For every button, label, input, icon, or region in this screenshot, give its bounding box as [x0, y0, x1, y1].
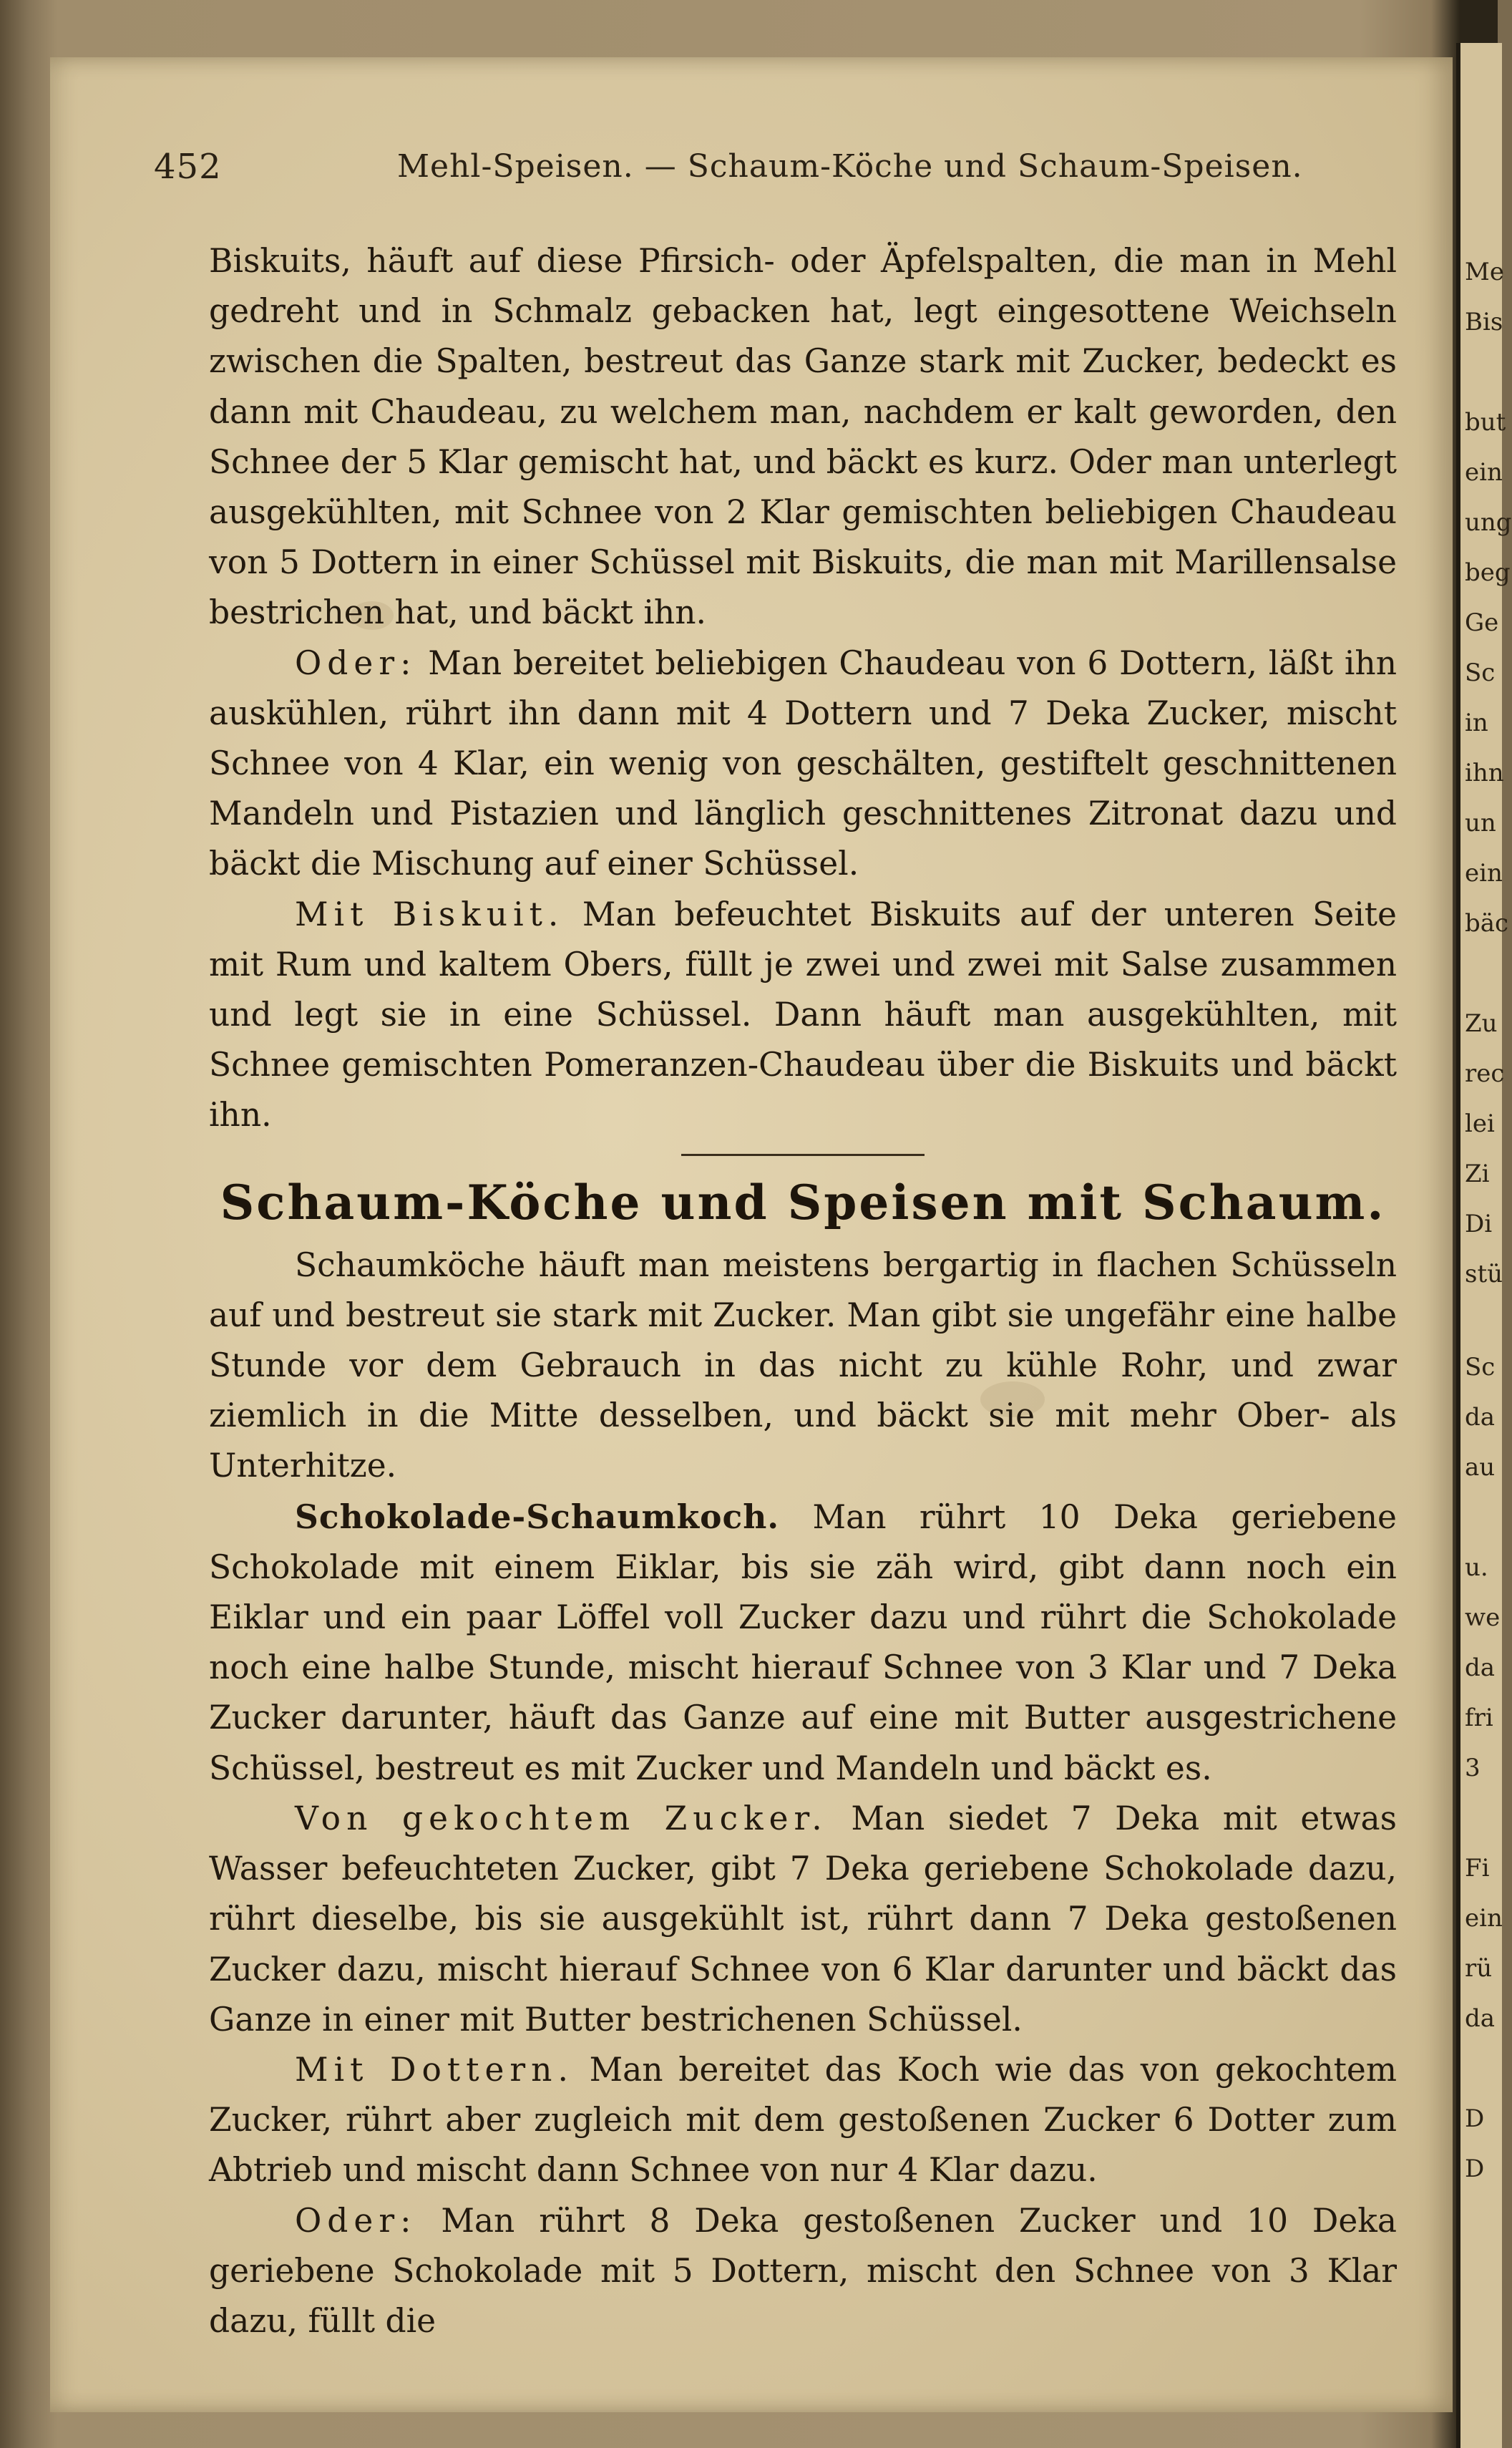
recipe-body: Man rührt 10 Deka geriebene Schokolade mit einem Eiklar, bis sie zäh wird, gibt dann noch ein Eiklar und ein paar Löffel voll Zucker dazu und rührt die Schokolade noch eine halbe Stunde, mischt hierauf Schnee von 3 Klar und 7 Deka Zucker darunter, häuft das Ganze auf eine mit Butter ausgestrichene Schüssel, bestreut es mit Zucker und Mandeln und bäckt es.: [209, 1497, 1397, 1787]
recipe-title: Von gekochtem Zucker.: [295, 1799, 828, 1837]
paragraph: [209, 638, 1397, 890]
next-page-fragment: rü: [1465, 1954, 1493, 1983]
next-page-fragment: da: [1465, 1403, 1496, 1432]
next-page-fragment: un: [1465, 809, 1496, 837]
next-page-fragment: Fi: [1465, 1854, 1490, 1883]
next-page-fragment: Zi: [1465, 1160, 1490, 1188]
recipe-title: Mit Dottern.: [295, 2050, 574, 2089]
recipe-body: Man bereitet das Koch wie das von gekochtem Zucker, rührt aber zugleich mit dem gestoßenen Zucker 6 Dotter zum Abtrieb und mischt dann Schnee von nur 4 Klar dazu.: [209, 2050, 1397, 2190]
next-page-fragment: Bis: [1465, 308, 1503, 336]
next-page-fragment: beg: [1465, 558, 1511, 587]
next-page-fragment: lei: [1465, 1109, 1495, 1138]
next-page-fragment: fri: [1465, 1704, 1493, 1732]
next-page-fragment: Zu: [1465, 1009, 1498, 1038]
recipe-title: Oder:: [295, 2201, 417, 2240]
next-page-fragment: Me: [1465, 258, 1504, 286]
next-page-fragment: ein: [1465, 1904, 1503, 1933]
page-text: [209, 236, 1397, 2346]
next-page-fragment: but: [1465, 408, 1506, 437]
recipe: [209, 1492, 1397, 1794]
section-divider: [681, 1154, 925, 1156]
paragraph-body: Man befeuchtet Biskuits auf der unteren Seite mit Rum und kaltem Obers, füllt je zwei und zwei mit Salse zusammen und legt sie in eine Schüssel. Dann häuft man ausgekühlten, mit Schnee gemischten Pomeranzen-Chaudeau über die Biskuits und bäckt ihn.: [209, 895, 1397, 1135]
section-title: Schaum-Köche und Speisen mit Schaum.: [220, 1174, 1386, 1230]
paragraph-body: Man bereitet beliebigen Chaudeau von 6 Dottern, läßt ihn auskühlen, rührt ihn dann mit 4 Dottern und 7 Deka Zucker, mischt Schnee von 4 Klar, ein wenig von geschälten, gestiftelt geschnittenen Mandeln und Pistazien und länglich geschnittenes Zitronat dazu und bäckt die Mischung auf einer Schüssel.: [209, 643, 1397, 883]
next-page-fragment: rec: [1465, 1059, 1505, 1088]
paragraph-lead: Mit Biskuit.: [295, 895, 565, 933]
next-page-fragment: bäc: [1465, 909, 1509, 938]
next-page-fragment: ein: [1465, 458, 1503, 487]
page-number: 452: [154, 147, 222, 187]
recipe: [209, 1794, 1397, 2045]
next-page-fragment: Sc: [1465, 659, 1496, 687]
recipe-title: Schokolade-Schaumkoch.: [295, 1497, 780, 1536]
next-page-fragment: da: [1465, 1653, 1496, 1682]
next-page-fragment: ung: [1465, 508, 1512, 537]
next-page-fragment: da: [1465, 2004, 1496, 2033]
next-page-fragment: D: [1465, 2104, 1485, 2133]
next-page-fragment: we: [1465, 1603, 1501, 1632]
adjacent-page-edge: [1456, 43, 1512, 2448]
recipe: [209, 2045, 1397, 2196]
paragraph-lead: Oder:: [295, 643, 417, 682]
next-page-fragment: u.: [1465, 1553, 1488, 1582]
next-page-fragment: 3: [1465, 1754, 1481, 1782]
paragraph: Schaumköche häuft man meistens bergartig in flachen Schüsseln auf und bestreut sie stark mit Zucker. Man gibt sie ungefähr eine halbe Stunde vor dem Gebrauch in das nicht zu kühle Rohr, und zwar ziemlich in die Mitte desselben, und bäckt sie mit mehr Ober- als Unterhitze.: [209, 1245, 1397, 1485]
next-page-fragment: stü: [1465, 1260, 1503, 1288]
recipe-body: Man siedet 7 Deka mit etwas Wasser befeuchteten Zucker, gibt 7 Deka geriebene Schokolade dazu, rührt dieselbe, bis sie ausgekühlt ist, rührt dann 7 Deka gestoßenen Zucker dazu, mischt hierauf Schnee von 6 Klar darunter und bäckt das Ganze in einer mit Butter bestrichenen Schüssel.: [209, 1799, 1397, 2039]
next-page-fragment: au: [1465, 1453, 1496, 1482]
next-page-fragment: Sc: [1465, 1353, 1496, 1381]
recipe: [209, 2196, 1397, 2347]
next-page-fragment: D: [1465, 2155, 1485, 2183]
paragraph: [209, 890, 1397, 1141]
next-page-fragment: Ge: [1465, 608, 1499, 637]
paragraph: Biskuits, häuft auf diese Pfirsich- oder Äpfelspalten, die man in Mehl gedreht und in Schmalz gebacken hat, legt eingesottene Weichseln zwischen die Spalten, bestreut das Ganze stark mit Zucker, bedeckt es dann mit Chaudeau, zu welchem man, nachdem er kalt geworden, den Schnee der 5 Klar gemischt hat, und bäckt es kurz. Oder man unterlegt ausgekühlten, mit Schnee von 2 Klar gemischten beliebigen Chaudeau von 5 Dottern in einer Schüssel mit Biskuits, die man mit Marillensalse bestrichen hat, und bäckt ihn.: [209, 242, 1397, 632]
next-page-fragment: in: [1465, 709, 1488, 737]
next-page-fragment: Di: [1465, 1210, 1493, 1238]
page-header: [154, 147, 1413, 204]
next-page-fragment: ein: [1465, 859, 1503, 888]
next-page-fragment: ihn: [1465, 759, 1504, 787]
running-head: Mehl-Speisen. — Schaum-Köche und Schaum-Speisen.: [397, 148, 1303, 185]
recipe-body: Man rührt 8 Deka gestoßenen Zucker und 10 Deka geriebene Schokolade mit 5 Dottern, mischt den Schnee von 3 Klar dazu, füllt die: [209, 2201, 1397, 2340]
